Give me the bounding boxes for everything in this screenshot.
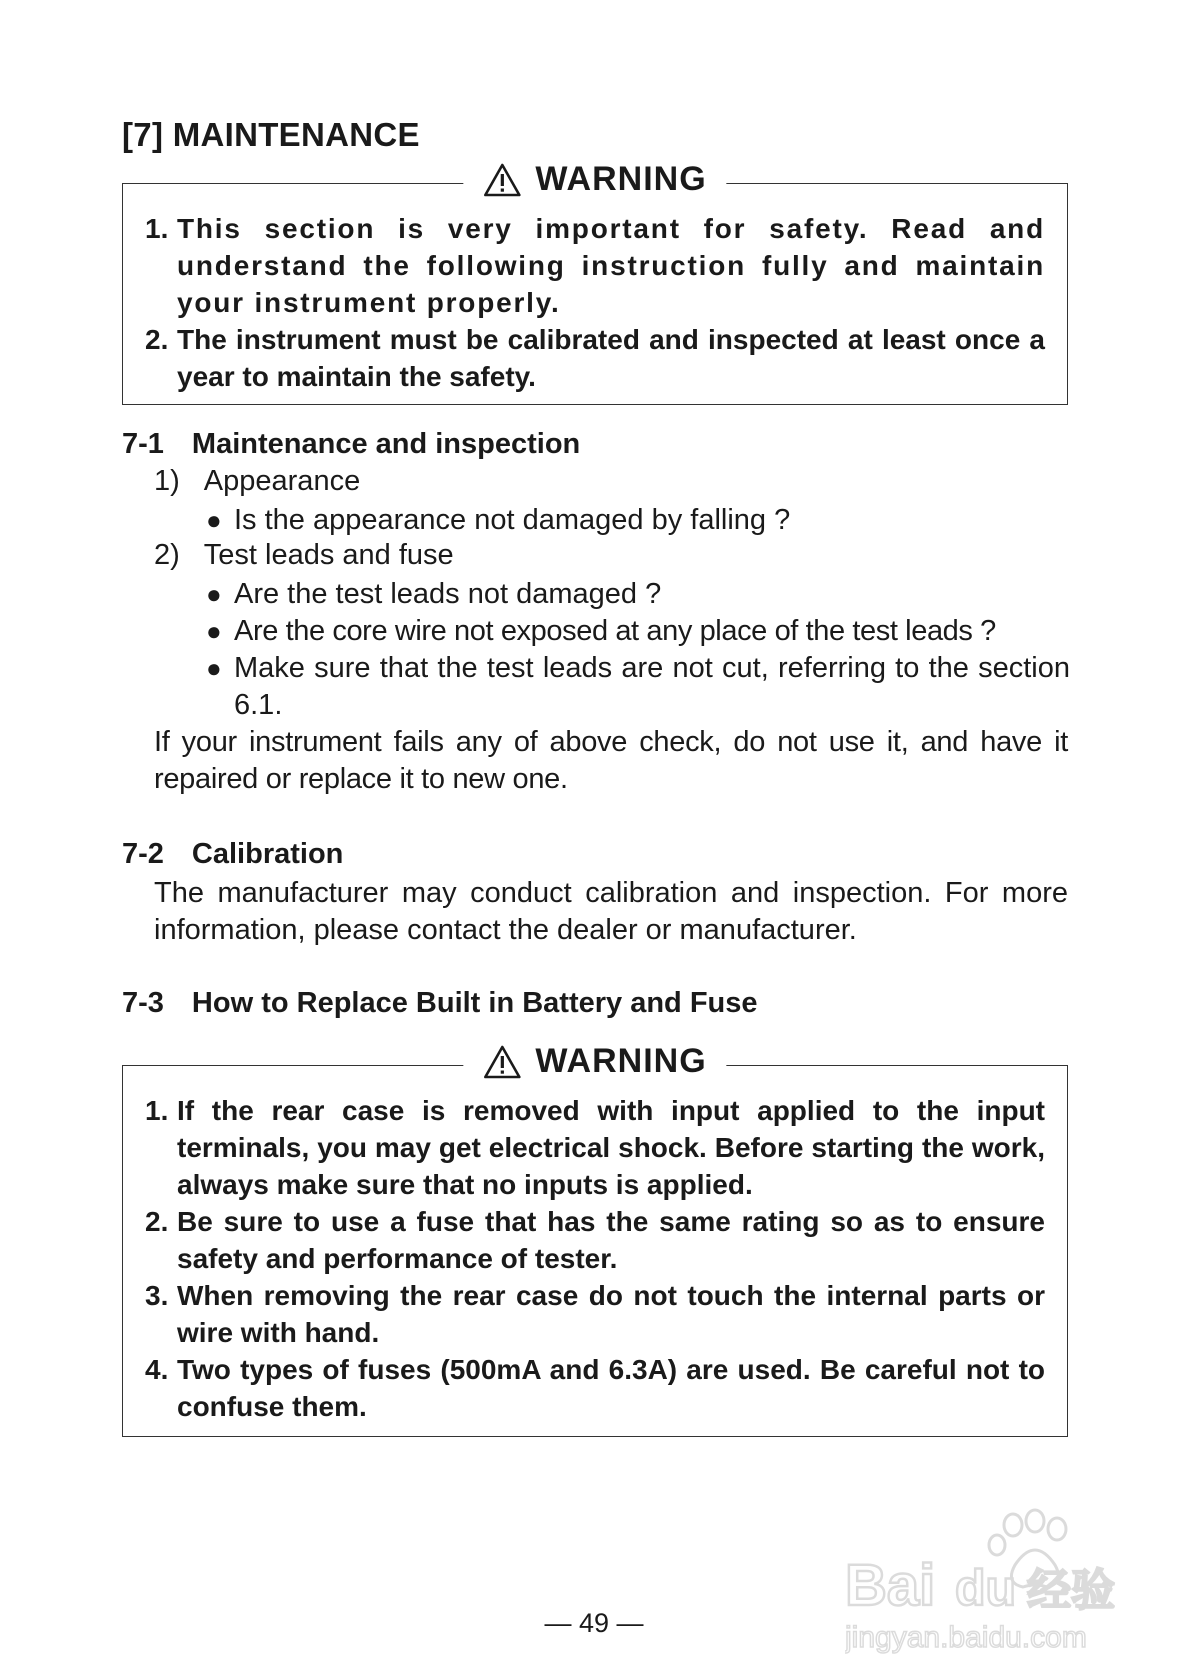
section-title: Maintenance and inspection — [191, 428, 581, 460]
warning-box-safety — [122, 160, 1068, 405]
warning-item-text: Two types of fuses (500mA and 6.3A) are used. Be careful not to confuse them. — [177, 1354, 1045, 1422]
subsection-label: Appearance — [203, 465, 361, 497]
maintenance-note: If your instrument fails any of above check, do not use it, and have it repaired or replace it to new one. — [154, 726, 1068, 795]
bullet-dot-icon: ● — [206, 616, 222, 646]
warning-item-text: This section is very important for safety. Read and understand the following instruction fully and maintain your instrument properly. — [177, 213, 1045, 318]
warning-item-text: Be sure to use a fuse that has the same rating so as to ensure safety and performance of tester. — [177, 1206, 1045, 1274]
warning-item — [145, 321, 1045, 395]
checklist-item — [206, 576, 1070, 613]
section-title: Calibration — [191, 838, 344, 870]
warning-item-number: 3. — [145, 1280, 169, 1311]
checklist-item — [206, 613, 1070, 650]
warning-list — [145, 1092, 1045, 1425]
section-heading-battery-fuse — [122, 987, 758, 1020]
warning-item-number: 2. — [145, 324, 169, 355]
subsection-number: 1) — [154, 465, 180, 497]
warning-header — [463, 160, 726, 199]
warning-item-number: 1. — [145, 213, 169, 244]
chapter-title: [7] MAINTENANCE — [122, 116, 420, 153]
section-number: 7-3 — [122, 987, 164, 1019]
bullet-dot-icon: ● — [206, 653, 222, 683]
checklist-item-text: Make sure that the test leads are not cut, referring to the section 6.1. — [234, 652, 1070, 721]
baidu-watermark-logo — [845, 1505, 1125, 1655]
section-title: How to Replace Built in Battery and Fuse — [191, 987, 758, 1019]
warning-label: WARNING — [535, 1042, 707, 1080]
page-number: — 49 — — [544, 1608, 644, 1638]
warning-item-number: 2. — [145, 1206, 169, 1237]
svg-text:jingyan.baidu.com: jingyan.baidu.com — [845, 1621, 1087, 1654]
checklist-item — [206, 502, 1070, 539]
section-number: 7-1 — [122, 428, 164, 460]
subsection-appearance — [154, 465, 360, 498]
warning-item — [145, 1092, 1045, 1203]
warning-item — [145, 1203, 1045, 1277]
warning-item — [145, 1351, 1045, 1425]
svg-text:经验: 经验 — [1027, 1565, 1115, 1616]
section-heading-maintenance — [122, 428, 580, 461]
warning-item-text: The instrument must be calibrated and inspected at least once a year to maintain the safety. — [177, 324, 1045, 392]
bullet-dot-icon: ● — [206, 505, 222, 535]
subsection-number: 2) — [154, 539, 180, 571]
subsection-test-leads — [154, 539, 454, 572]
calibration-text: The manufacturer may conduct calibration and inspection. For more information, please contact the dealer or manufacturer. — [154, 877, 1068, 946]
warning-triangle-icon — [483, 1045, 521, 1079]
bullet-dot-icon: ● — [206, 579, 222, 609]
warning-item-number: 4. — [145, 1354, 169, 1385]
warning-item-number: 1. — [145, 1095, 169, 1126]
warning-item — [145, 210, 1045, 321]
warning-header — [463, 1042, 726, 1081]
checklist-item-text: Are the test leads not damaged ? — [234, 578, 662, 610]
checklist-item-text: Is the appearance not damaged by falling ? — [234, 504, 791, 536]
warning-item — [145, 1277, 1045, 1351]
warning-item-text: When removing the rear case do not touch the internal parts or wire with hand. — [177, 1280, 1045, 1348]
warning-list — [145, 210, 1045, 395]
warning-item-text: If the rear case is removed with input applied to the input terminals, you may get electrical shock. Before starting the work, always make sure that no inputs is applied. — [177, 1095, 1045, 1200]
section-heading-calibration — [122, 838, 343, 871]
svg-text:Bai: Bai — [845, 1553, 936, 1618]
svg-text:du: du — [955, 1560, 1017, 1616]
warning-triangle-icon — [483, 163, 521, 197]
section-number: 7-2 — [122, 838, 164, 870]
warning-label: WARNING — [535, 160, 707, 198]
checklist-item — [206, 650, 1070, 724]
checklist-item-text: Are the core wire not exposed at any place of the test leads ? — [234, 615, 996, 647]
warning-box-battery-fuse — [122, 1042, 1068, 1437]
subsection-label: Test leads and fuse — [203, 539, 454, 571]
